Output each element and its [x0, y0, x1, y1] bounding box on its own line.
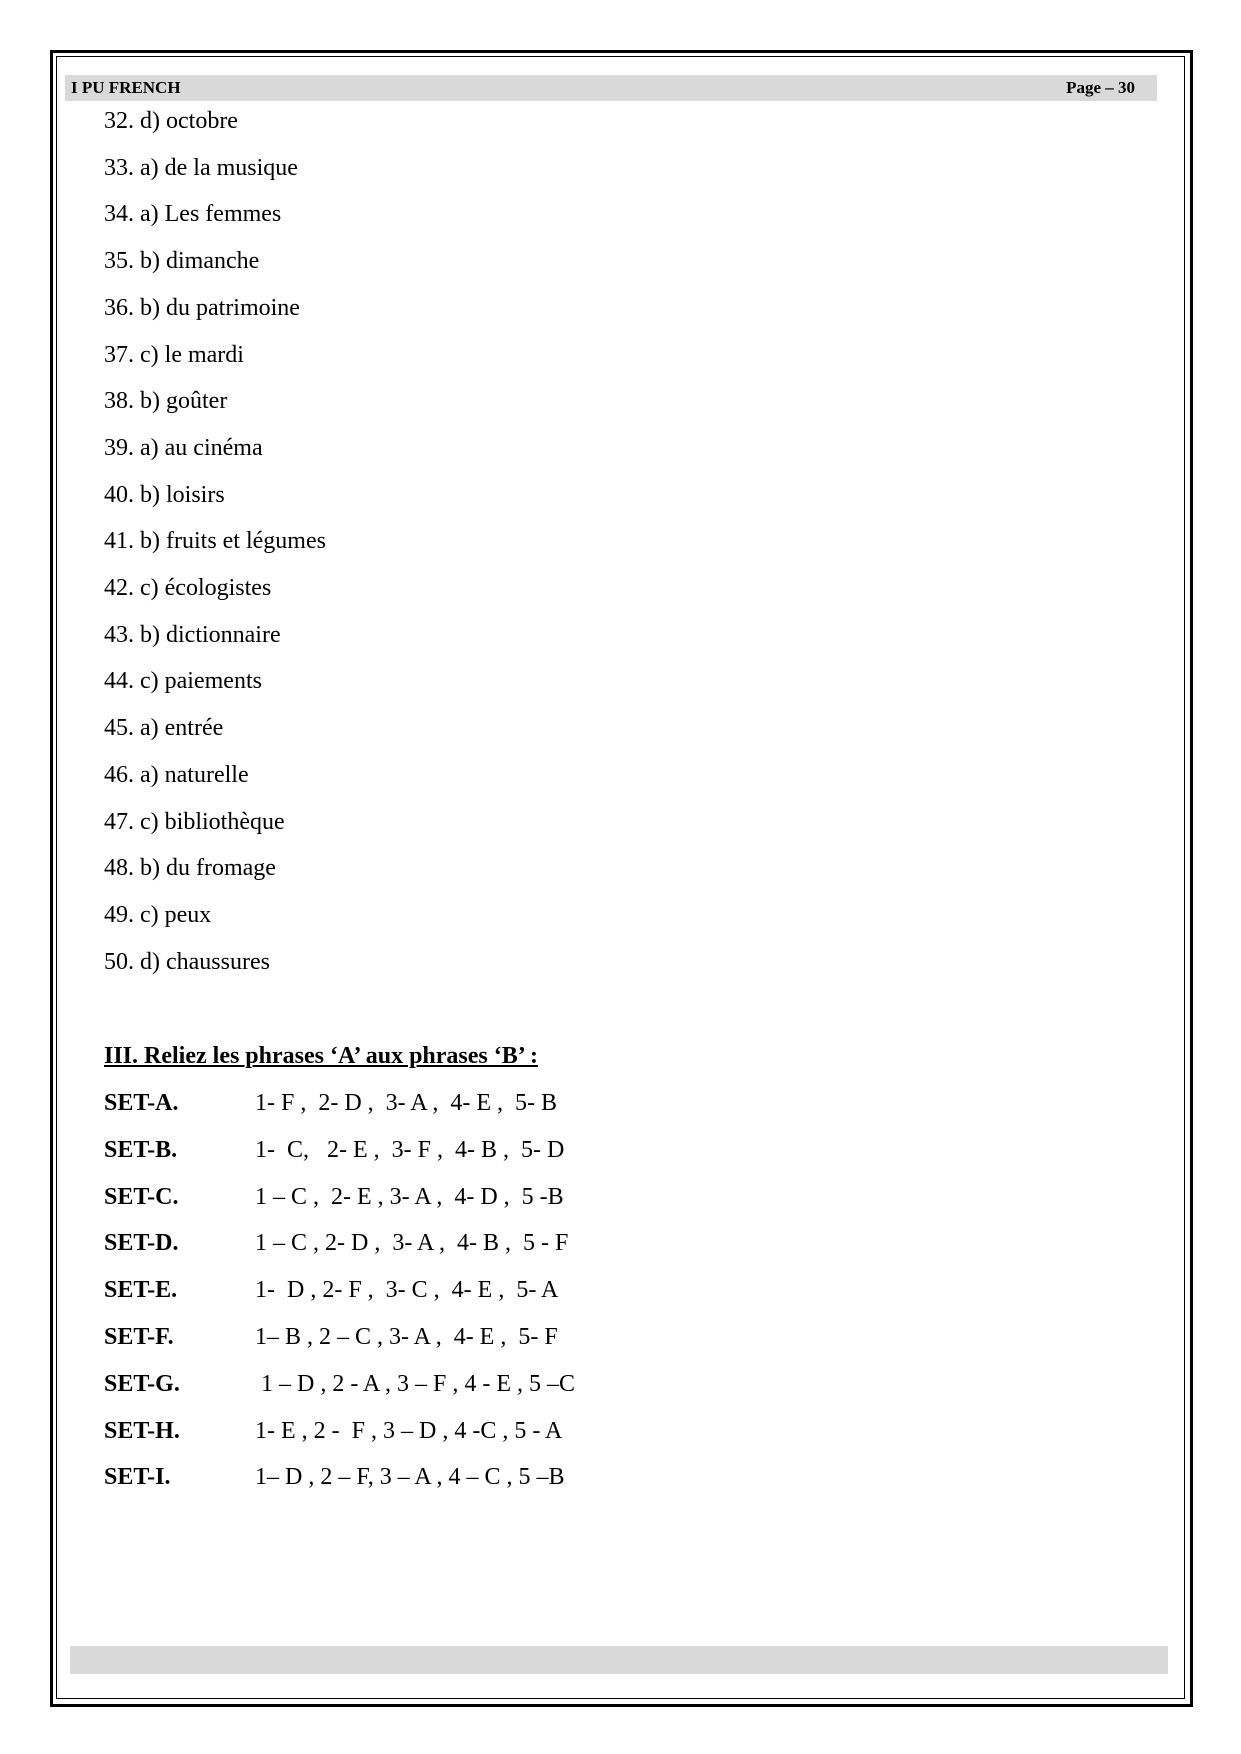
- answer-item: 40. b) loisirs: [104, 481, 225, 508]
- answer-item: 41. b) fruits et légumes: [104, 528, 326, 555]
- answer-item: 32. d) octobre: [104, 108, 238, 134]
- answer-item: 36. b) du patrimoine: [104, 294, 300, 321]
- set-row: [104, 1183, 804, 1211]
- answer-item: 50. d) chaussures: [104, 948, 270, 975]
- set-row: [104, 1136, 804, 1164]
- header-title: I PU FRENCH: [71, 78, 181, 97]
- answer-item: 38. b) goûter: [104, 388, 228, 415]
- set-label: SET-G.: [104, 1370, 180, 1397]
- set-answers: 1- C, 2- E , 3- F , 4- B , 5- D: [255, 1136, 565, 1163]
- set-row: [104, 1276, 804, 1304]
- set-answers: 1- F , 2- D , 3- A , 4- E , 5- B: [255, 1090, 557, 1116]
- set-label: SET-A.: [104, 1090, 179, 1116]
- set-label: SET-D.: [104, 1230, 179, 1257]
- answer-item: 34. a) Les femmes: [104, 201, 282, 228]
- answer-item: 35. b) dimanche: [104, 248, 260, 275]
- answer-item: 44. c) paiements: [104, 668, 262, 695]
- set-answers: 1– B , 2 – C , 3- A , 4- E , 5- F: [255, 1324, 558, 1350]
- page-header: [65, 75, 1157, 101]
- set-answers: 1- D , 2- F , 3- C , 4- E , 5- A: [255, 1277, 559, 1304]
- set-label: SET-H.: [104, 1417, 180, 1444]
- answer-item: 45. a) entrée: [104, 715, 224, 742]
- answer-item: 33. a) de la musique: [104, 154, 298, 181]
- answer-item: 48. b) du fromage: [104, 855, 276, 882]
- set-row: [104, 1229, 804, 1257]
- section-heading: III. Reliez les phrases ‘A’ aux phrases ‘B’ :: [104, 1043, 538, 1069]
- set-row: [104, 1417, 804, 1445]
- answer-item: 37. c) le mardi: [104, 341, 244, 368]
- set-answers: 1 – C , 2- E , 3- A , 4- D , 5 -B: [255, 1183, 564, 1210]
- set-answers: 1 – C , 2- D , 3- A , 4- B , 5 - F: [255, 1230, 569, 1257]
- set-answers: 1- E , 2 - F , 3 – D , 4 -C , 5 - A: [255, 1417, 563, 1444]
- page-number: Page – 30: [1066, 78, 1135, 97]
- answer-item: 39. a) au cinéma: [104, 434, 263, 461]
- answer-item: 49. c) peux: [104, 901, 212, 928]
- set-answers: 1– D , 2 – F, 3 – A , 4 – C , 5 –B: [255, 1464, 565, 1491]
- page-footer: [70, 1646, 1168, 1674]
- answer-item: 46. a) naturelle: [104, 761, 249, 788]
- set-answers: 1 – D , 2 - A , 3 – F , 4 - E , 5 –C: [255, 1370, 576, 1397]
- answer-item: 47. c) bibliothèque: [104, 808, 285, 835]
- set-label: SET-I.: [104, 1464, 171, 1491]
- answer-item: 43. b) dictionnaire: [104, 621, 281, 648]
- set-row: [104, 1089, 804, 1117]
- set-row: [104, 1323, 804, 1351]
- set-label: SET-B.: [104, 1136, 178, 1163]
- set-row: [104, 1463, 804, 1491]
- set-label: SET-C.: [104, 1183, 179, 1210]
- set-row: [104, 1370, 804, 1398]
- set-label: SET-F.: [104, 1324, 174, 1350]
- answer-item: 42. c) écologistes: [104, 575, 272, 601]
- set-label: SET-E.: [104, 1277, 178, 1304]
